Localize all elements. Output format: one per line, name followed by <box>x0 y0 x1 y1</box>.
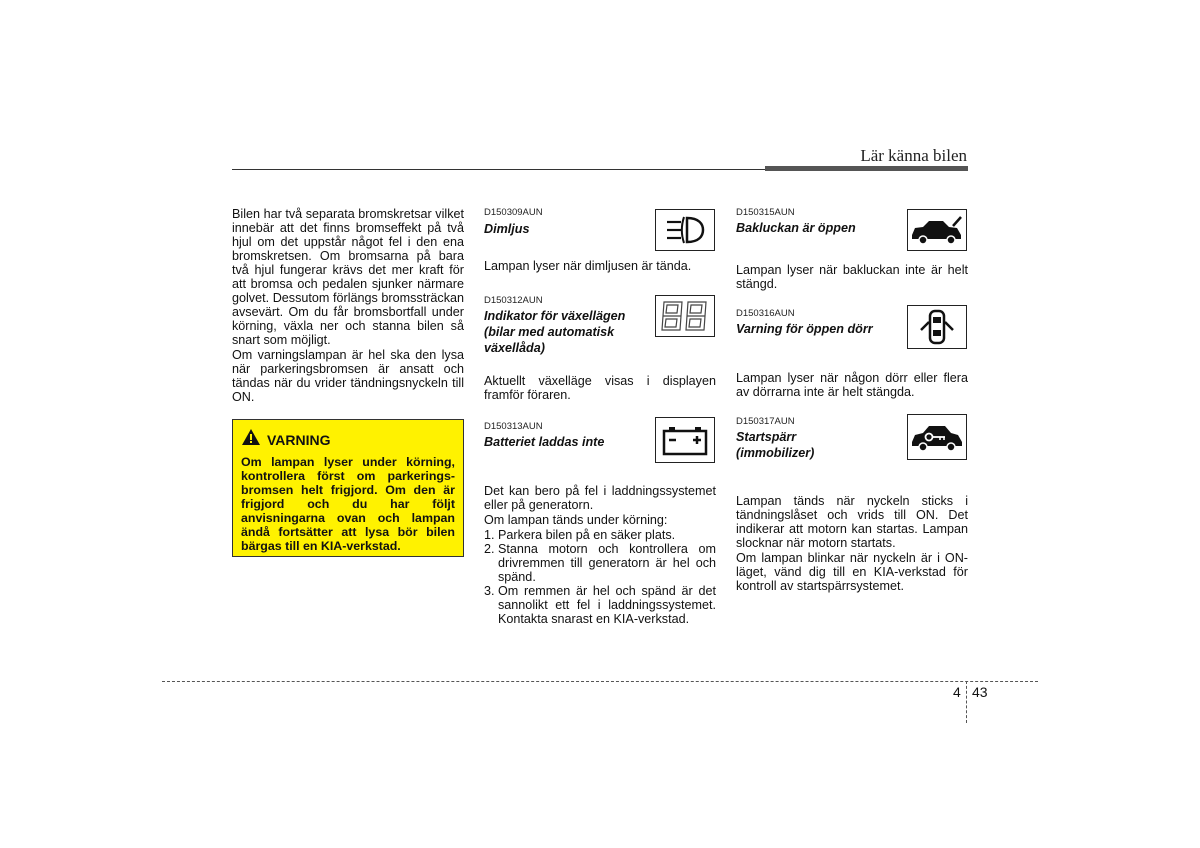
paragraph: Bilen har två separata bromskretsar vilket innebär att det finns bromseffekt på två hjul om det uppstår något fel i den ena bromskretsen. Om bromsarna på bara två hjul fungerar krävs det mer kraft för att bromsa och pedalen sjunker närmare golvet. Dessutom förlängs bromssträckan avsevärt. Om du får bromsbortfall under körning, växla ner och stanna bilen så snart som möjligt. <box>232 207 464 347</box>
chapter-number: 4 <box>953 684 961 700</box>
section-text: Lampan lyser när någon dörr eller flera av dörrarna inte är helt stängda. <box>736 371 968 399</box>
list-item: 1. Parkera bilen på en säker plats. <box>484 528 676 542</box>
paragraph: Om lampan blinkar när nyckeln är i ON-läget, vänd dig till en KIA-verkstad för kontroll av startspärrsystemet. <box>736 551 968 593</box>
battery-text <box>484 484 716 626</box>
trunk-open-icon <box>907 209 967 251</box>
gear-display-icon <box>655 295 715 337</box>
paragraph: Lampan tänds när nyckeln sticks i tändningslåset och vrids till ON. Det indikerar att motorn kan startas. Lampan slocknar när motorn startats. <box>736 494 968 550</box>
immobilizer-text <box>736 494 968 594</box>
section-text: Lampan lyser när bakluckan inte är helt stängd. <box>736 263 968 291</box>
section-text: Aktuellt växelläge visas i displayen framför föraren. <box>484 374 716 402</box>
section-title: Batteriet laddas inte <box>484 435 605 449</box>
header-rule-accent <box>765 166 968 171</box>
door-open-icon <box>907 305 967 349</box>
brake-text-column <box>232 207 464 405</box>
section-title: Varning för öppen dörr <box>736 322 873 336</box>
footer-rule <box>162 681 1038 682</box>
footer-divider <box>966 681 967 723</box>
list-item: 2. Stanna motorn och kontrollera om drivremmen till generatorn är hel och spänd. <box>484 542 716 584</box>
section-code: D150309AUN <box>484 207 543 218</box>
list-item: 3. Om remmen är hel och spänd är det sannolikt ett fel i laddningssystemet. Kontakta snarast en KIA-verkstad. <box>484 584 716 626</box>
battery-icon <box>655 417 715 463</box>
fog-light-icon <box>655 209 715 251</box>
warning-triangle-icon <box>241 428 261 451</box>
chapter-title: Lär känna bilen <box>860 146 967 165</box>
section-title: Indikator för växellägen (bilar med automatisk växellåda) <box>484 309 626 355</box>
warning-box <box>232 419 464 557</box>
warning-text: Om lampan lyser under körning, kontrollera först om parkerings-bromsen helt frigjord. Om den är frigjord och du har följt anvisningarna ovan och lampan ändå fortsätter att lysa bör bilen bärgas till en KIA-verkstad. <box>241 455 455 553</box>
section-code: D150317AUN <box>736 416 795 427</box>
paragraph: Om varningslampan är hel ska den lysa när parkeringsbromsen är ansatt och tändas när du vrider tändningsnyckeln till ON. <box>232 348 464 404</box>
paragraph: Det kan bero på fel i laddningssystemet eller på generatorn. <box>484 484 716 512</box>
warning-title: VARNING <box>267 431 331 448</box>
section-code: D150313AUN <box>484 421 543 432</box>
section-code: D150316AUN <box>736 308 795 319</box>
steps-list <box>484 528 716 626</box>
section-title: Dimljus <box>484 222 530 236</box>
paragraph: Om lampan tänds under körning: <box>484 513 668 527</box>
immobilizer-car-key-icon <box>907 414 967 460</box>
section-text: Lampan lyser när dimljusen är tända. <box>484 259 692 273</box>
section-code: D150315AUN <box>736 207 795 218</box>
section-title: Bakluckan är öppen <box>736 221 856 235</box>
section-code: D150312AUN <box>484 295 543 306</box>
page-number: 43 <box>972 684 988 700</box>
section-title: Startspärr (immobilizer) <box>736 430 815 460</box>
